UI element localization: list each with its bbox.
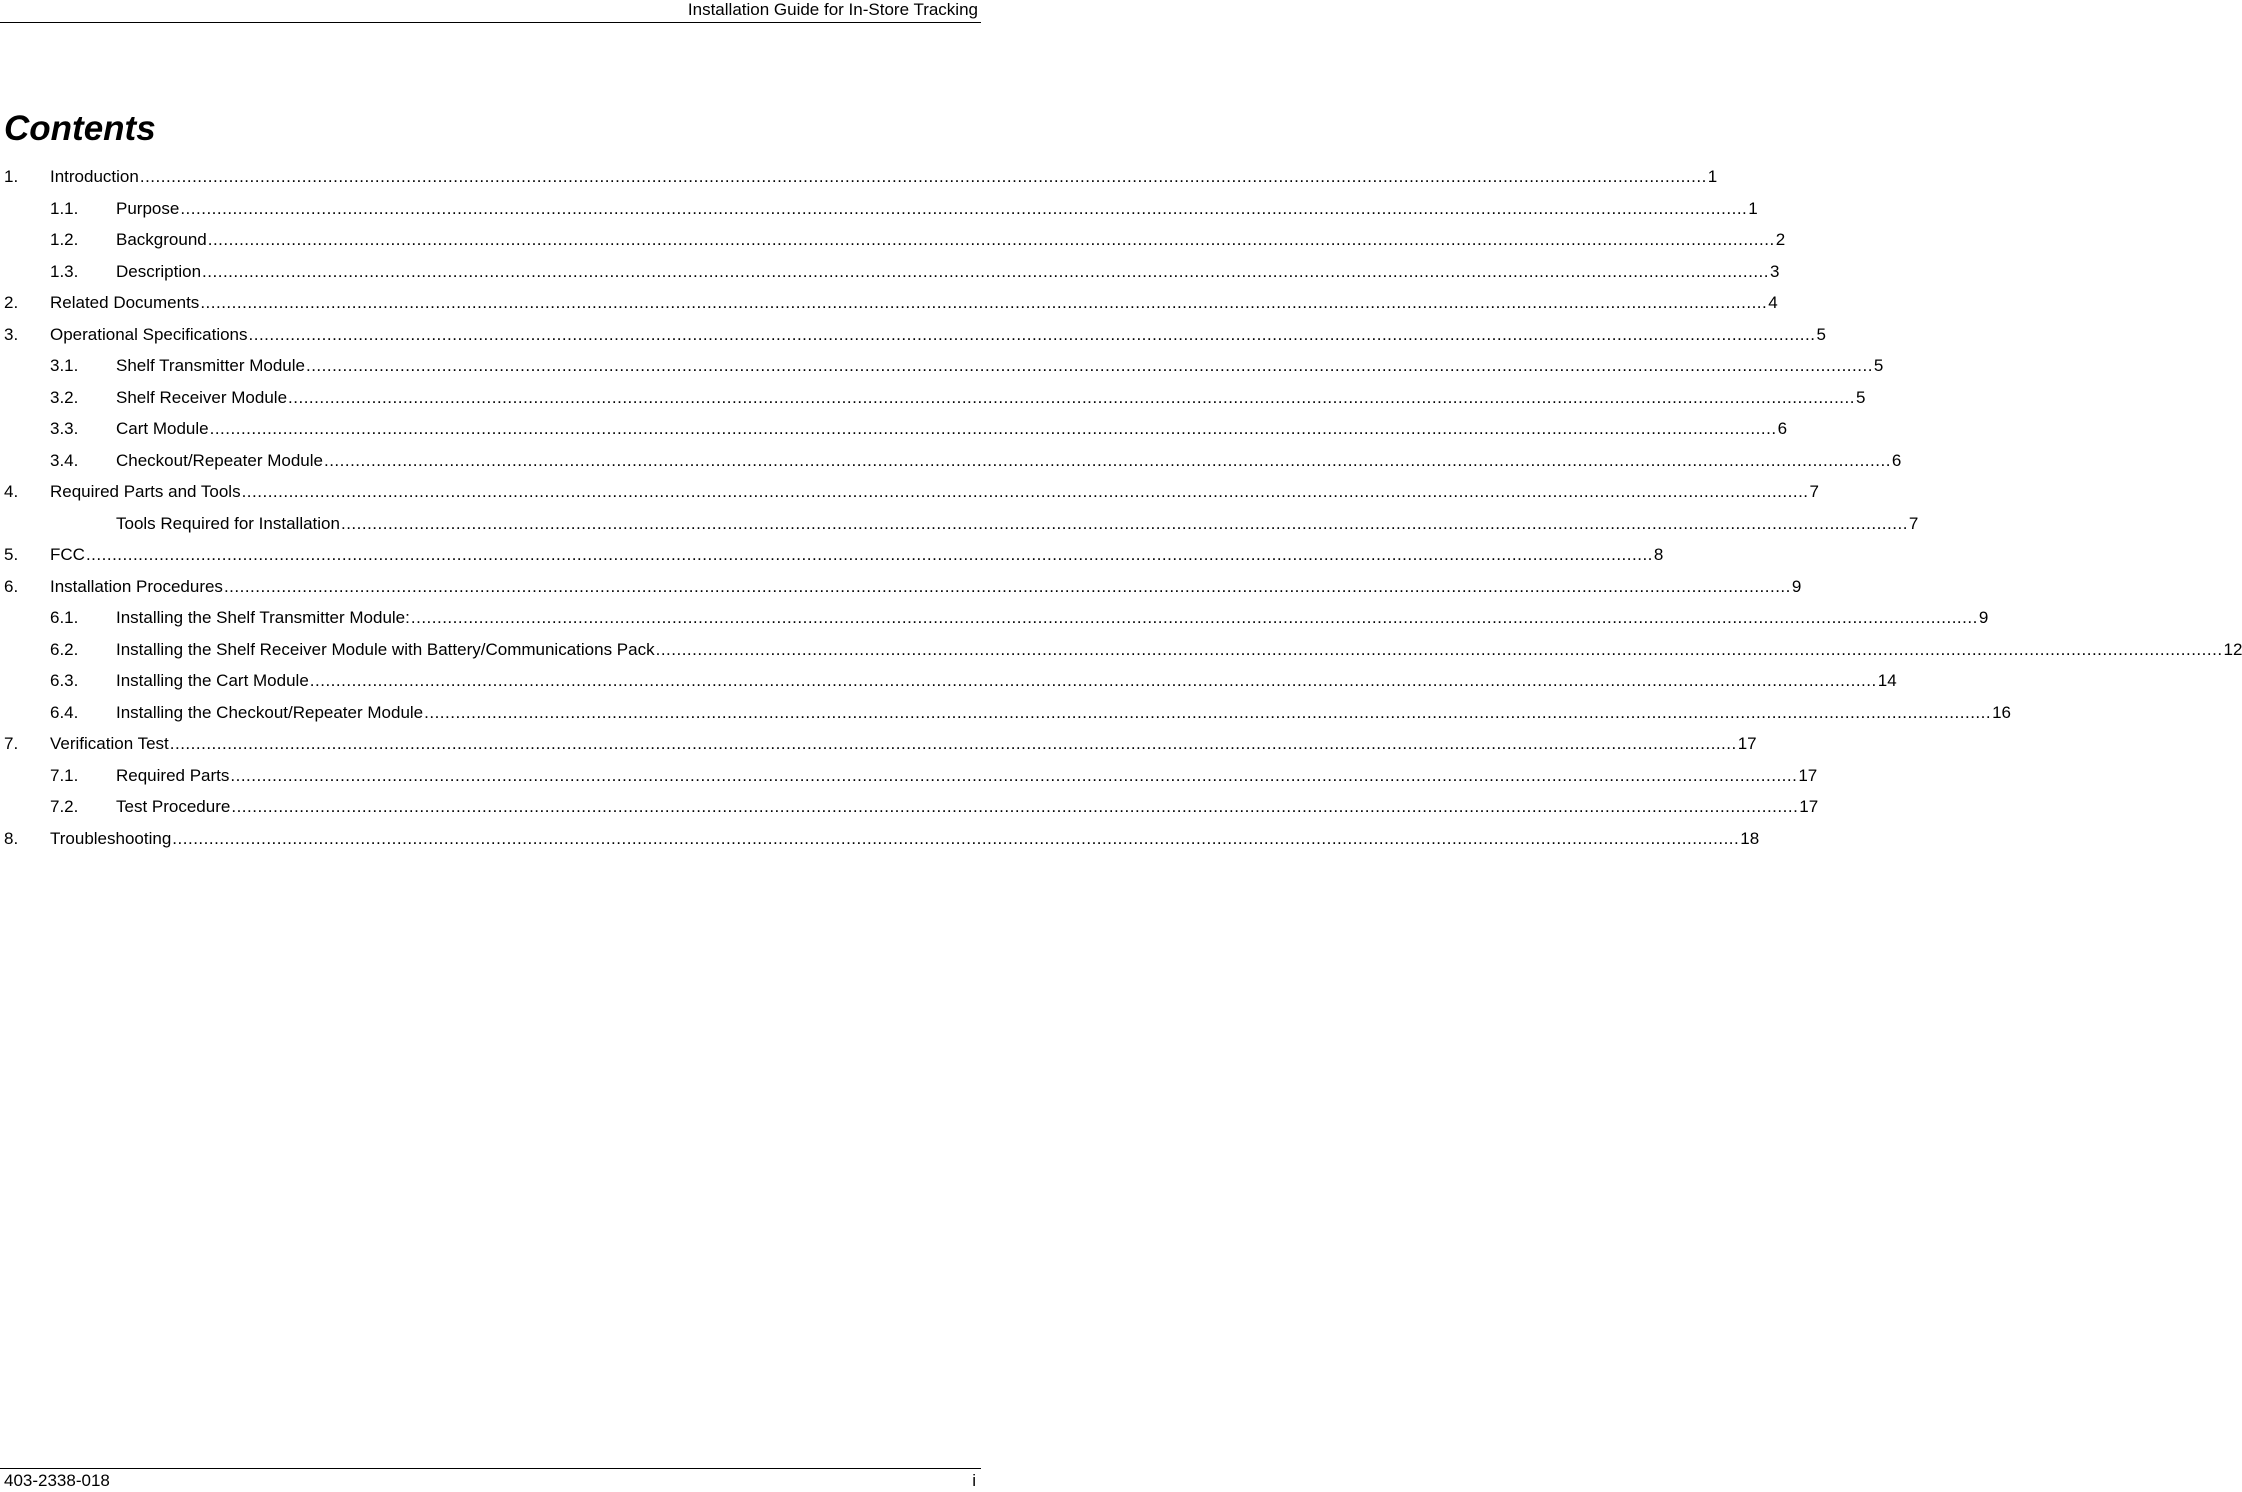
toc-entry-number: 1. (4, 167, 19, 186)
toc-entry-page: 9 (1978, 608, 1989, 627)
toc-entry-title: Shelf Receiver Module (116, 387, 288, 407)
toc-dot-leader: ............................................................................................................................................................................................................................................................................................................ (340, 513, 1908, 533)
toc-entry-number: 3.4. (50, 450, 79, 470)
toc-entry[interactable] (0, 161, 1718, 193)
toc-entry-number: 6.1. (50, 608, 79, 627)
toc-entry-page: 17 (1799, 797, 1819, 816)
toc-entry[interactable] (0, 256, 1780, 288)
toc-entry-number: 7.1. (50, 765, 79, 785)
toc-entry-title: Verification Test (50, 734, 169, 753)
toc-entry-number: 1.2. (50, 230, 79, 249)
toc-dot-leader: ............................................................................................................................................................................................................................................................................................................ (207, 230, 1775, 249)
toc-entry-page: 12 (2223, 639, 2242, 659)
page-footer (0, 1468, 981, 1492)
toc-entry-page: 2 (1775, 230, 1786, 249)
toc-entry-title: Description (116, 261, 202, 281)
toc-entry-number: 1.1. (50, 198, 79, 218)
toc-entry-title: Operational Specifications (50, 324, 248, 344)
toc-dot-leader: ............................................................................................................................................................................................................................................................................................................ (230, 765, 1798, 785)
toc-entry-number: 1.3. (50, 261, 79, 281)
toc-entry-number: 6.3. (50, 671, 79, 690)
toc-dot-leader: ............................................................................................................................................................................................................................................................................................................ (241, 482, 1809, 501)
toc-entry-title: Installing the Cart Module (116, 671, 309, 690)
toc-entry-page: 1 (1748, 198, 1758, 218)
toc-entry[interactable] (0, 728, 1757, 760)
toc-entry-title: Required Parts and Tools (50, 482, 241, 501)
toc-entry-page: 1 (1707, 167, 1718, 186)
toc-entry-page: 17 (1798, 765, 1818, 785)
toc-entry-page: 6 (1777, 419, 1788, 438)
toc-entry[interactable] (0, 602, 1989, 634)
toc-dot-leader: ............................................................................................................................................................................................................................................................................................................ (231, 797, 1799, 816)
toc-entry-number: 3.3. (50, 419, 79, 438)
toc-entry-number: 3.2. (50, 387, 79, 407)
toc-dot-leader: ............................................................................................................................................................................................................................................................................................................ (223, 576, 1791, 596)
toc-entry[interactable] (0, 634, 2242, 666)
document-number: 403-2338-018 (4, 1471, 110, 1490)
toc-entry-title: Introduction (50, 167, 139, 186)
toc-dot-leader: ............................................................................................................................................................................................................................................................................................................ (309, 671, 1877, 690)
toc-entry[interactable] (0, 193, 1758, 225)
toc-entry[interactable] (0, 539, 1664, 571)
toc-entry[interactable] (0, 413, 1788, 445)
toc-entry-page: 18 (1740, 828, 1760, 848)
toc-dot-leader: ............................................................................................................................................................................................................................................................................................................ (180, 198, 1748, 218)
toc-dot-leader: ............................................................................................................................................................................................................................................................................................................ (288, 387, 1855, 407)
page-header (0, 0, 981, 23)
page-number: i (972, 1471, 976, 1490)
toc-entry-title: Background (116, 230, 207, 249)
toc-entry-number: 6. (4, 576, 19, 596)
toc-entry[interactable] (0, 697, 2012, 729)
toc-entry[interactable] (0, 508, 1919, 540)
toc-dot-leader: ............................................................................................................................................................................................................................................................................................................ (200, 293, 1768, 312)
toc-entry-title: Shelf Transmitter Module (116, 356, 305, 375)
toc-dot-leader: ............................................................................................................................................................................................................................................................................................................ (209, 419, 1777, 438)
toc-entry-title: Installing the Checkout/Repeater Module (116, 702, 424, 722)
toc-entry-title: Required Parts (116, 765, 230, 785)
contents-heading: Contents (4, 109, 156, 148)
toc-entry[interactable] (0, 665, 1897, 697)
toc-entry-page: 14 (1877, 671, 1897, 690)
toc-entry-number: 5. (4, 545, 19, 564)
toc-entry-title: Purpose (116, 198, 180, 218)
toc-dot-leader: ............................................................................................................................................................................................................................................................................................................ (202, 261, 1769, 281)
toc-entry-number: 6.2. (50, 639, 79, 659)
toc-dot-leader: ............................................................................................................................................................................................................................................................................................................ (410, 608, 1978, 627)
toc-entry-title: Cart Module (116, 419, 209, 438)
toc-dot-leader: ............................................................................................................................................................................................................................................................................................................ (172, 828, 1740, 848)
toc-entry-title: Tools Required for Installation (116, 513, 340, 533)
toc-entry-title: Installing the Shelf Receiver Module with Battery/Communications Pack (116, 639, 655, 659)
toc-entry-page: 17 (1737, 734, 1757, 753)
toc-entry-title: Troubleshooting (50, 828, 172, 848)
toc-entry-page: 5 (1873, 356, 1884, 375)
toc-entry-title: Checkout/Repeater Module (116, 450, 323, 470)
toc-entry-number: 7.2. (50, 797, 79, 816)
toc-dot-leader: ............................................................................................................................................................................................................................................................................................................ (655, 639, 2223, 659)
toc-entry-number: 7. (4, 734, 19, 753)
toc-entry[interactable] (0, 760, 1818, 792)
toc-entry-page: 7 (1809, 482, 1819, 501)
header-title: Installation Guide for In-Store Tracking (687, 0, 978, 19)
toc-entry-page: 8 (1653, 545, 1664, 564)
toc-entry-page: 9 (1791, 576, 1802, 596)
toc-entry-page: 4 (1768, 293, 1778, 312)
toc-entry-title: Test Procedure (116, 797, 231, 816)
toc-dot-leader: ............................................................................................................................................................................................................................................................................................................ (305, 356, 1873, 375)
toc-entry-page: 5 (1816, 324, 1826, 344)
toc-dot-leader: ............................................................................................................................................................................................................................................................................................................ (323, 450, 1891, 470)
toc-entry-number: 3. (4, 324, 19, 344)
toc-entry-page: 3 (1770, 261, 1780, 281)
toc-entry-title: Installing the Shelf Transmitter Module: (116, 608, 410, 627)
toc-entry-title: FCC (50, 545, 85, 564)
toc-dot-leader: ............................................................................................................................................................................................................................................................................................................ (169, 734, 1737, 753)
toc-dot-leader: ............................................................................................................................................................................................................................................................................................................ (248, 324, 1816, 344)
toc-entry[interactable] (0, 571, 1802, 603)
toc-entry-page: 7 (1908, 513, 1919, 533)
toc-entry[interactable] (0, 445, 1902, 477)
toc-entry[interactable] (0, 224, 1786, 256)
toc-entry-number: 6.4. (50, 702, 79, 722)
toc-entry[interactable] (0, 319, 1826, 351)
toc-dot-leader: ............................................................................................................................................................................................................................................................................................................ (85, 545, 1653, 564)
toc-entry-number: 3.1. (50, 356, 79, 375)
toc-entry-page: 6 (1891, 450, 1902, 470)
toc-entry-page: 5 (1855, 387, 1866, 407)
toc-entry-number: 2. (4, 293, 19, 312)
toc-entry-number: 4. (4, 482, 19, 501)
toc-entry[interactable] (0, 382, 1866, 414)
toc-entry[interactable] (0, 350, 1884, 382)
toc-entry[interactable] (0, 476, 1819, 508)
toc-entry-number: 8. (4, 828, 19, 848)
toc-entry[interactable] (0, 823, 1760, 855)
toc-dot-leader: ............................................................................................................................................................................................................................................................................................................ (424, 702, 1992, 722)
toc-entry-page: 16 (1992, 702, 2012, 722)
toc-dot-leader: ............................................................................................................................................................................................................................................................................................................ (139, 167, 1707, 186)
toc-entry[interactable] (0, 287, 1778, 319)
toc-entry[interactable] (0, 791, 1819, 823)
toc-entry-title: Installation Procedures (50, 576, 223, 596)
toc-entry-title: Related Documents (50, 293, 200, 312)
